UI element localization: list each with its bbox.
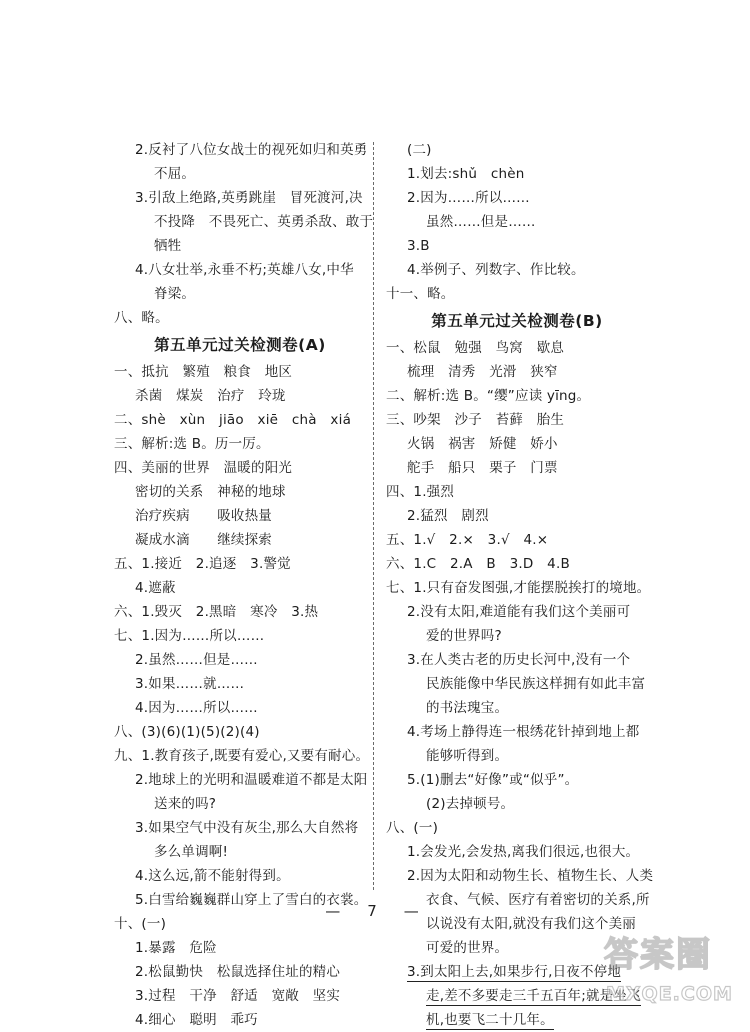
section-heading: 第五单元过关检测卷(A) [154, 336, 326, 354]
page-number: — 7 — [325, 902, 425, 920]
left-answer-line: 4.这么远,箭不能射得到。 [135, 868, 290, 884]
left-answer-line: 不屈。 [154, 166, 196, 182]
right-answer-line: 民族能像中华民族这样拥有如此丰富 [426, 676, 646, 692]
left-answer-line: 二、shè xùn jiāo xiē chà xiá [114, 412, 352, 428]
left-answer-line: 十、(一) [114, 916, 167, 932]
underlined-text: 机,也要飞二十几年。 [426, 1012, 554, 1028]
right-answer-line: 能够听得到。 [426, 748, 509, 764]
right-answer-line: 梳理 清秀 光滑 狭窄 [407, 364, 558, 380]
left-answer-line: 杀菌 煤炭 治疗 玲珑 [135, 388, 286, 404]
right-answer-line: 以说没有太阳,就没有我们这个美丽 [426, 916, 636, 932]
right-answer-line: 舵手 船只 栗子 门票 [407, 460, 558, 476]
right-answer-line: 3.在人类古老的历史长河中,没有一个 [407, 652, 631, 668]
left-answer-line: 4.八女壮举,永垂不朽;英雄八女,中华 [135, 262, 354, 278]
right-column [386, 138, 654, 1032]
left-answer-line: 八、略。 [114, 310, 169, 326]
underlined-text: 3.到太阳上去,如果步行,日夜不停地 [407, 964, 622, 980]
underlined-text: 走,差不多要走三千五百年;就是坐飞 [426, 988, 641, 1004]
left-answer-line: 1.暴露 危险 [135, 940, 217, 956]
watermark-top-text: 答案圈 [604, 935, 712, 975]
left-answer-line: 三、解析:选 B。历一厉。 [114, 436, 270, 452]
right-answer-line: 五、1.√ 2.× 3.√ 4.× [386, 532, 549, 548]
left-answer-line: 3.如果空气中没有灰尘,那么大自然将 [135, 820, 359, 836]
right-answer-line: 爱的世界吗? [426, 628, 502, 644]
right-answer-line: 2.猛烈 剧烈 [407, 508, 489, 524]
right-answer-line: 四、1.强烈 [386, 484, 455, 500]
left-answer-line: 3.引敌上绝路,英勇跳崖 冒死渡河,决 [135, 190, 363, 206]
left-answer-line: 治疗疾病 吸收热量 [135, 508, 272, 524]
left-answer-line: 六、1.毁灭 2.黑暗 寒冷 3.热 [114, 604, 319, 620]
right-answer-line: (2)去掉顿号。 [426, 796, 515, 812]
left-answer-line: 一、抵抗 繁殖 粮食 地区 [114, 364, 293, 380]
right-answer-line: 七、1.只有奋发图强,才能摆脱挨打的境地。 [386, 580, 651, 596]
right-answer-line: 3.B [407, 238, 430, 254]
left-answer-line: 八、(3)(6)(1)(5)(2)(4) [114, 724, 260, 740]
right-answer-line: 2.没有太阳,难道能有我们这个美丽可 [407, 604, 631, 620]
right-answer-line: 1.划去:shǔ chèn [407, 166, 525, 182]
left-answer-line: 凝成水滴 继续探索 [135, 532, 272, 548]
right-answer-line: 1.会发光,会发热,离我们很远,也很大。 [407, 844, 640, 860]
right-answer-line: 2.因为……所以…… [407, 190, 530, 206]
left-column [114, 138, 374, 1032]
left-answer-line: 送来的吗? [154, 796, 217, 812]
right-answer-line: 八、(一) [386, 820, 439, 836]
left-answer-line: 四、美丽的世界 温暖的阳光 [114, 460, 293, 476]
right-answer-line: 4.举例子、列数字、作比较。 [407, 262, 585, 278]
watermark-logo [604, 930, 742, 1010]
left-answer-line: 2.松鼠勤快 松鼠选择住址的精心 [135, 964, 341, 980]
left-answer-line: 2.地球上的光明和温暖难道不都是太阳 [135, 772, 368, 788]
right-answer-line: (二) [407, 142, 432, 158]
right-answer-line: 的书法瑰宝。 [426, 700, 509, 716]
left-answer-line: 4.遮蔽 [135, 580, 176, 596]
left-answer-line: 五、1.接近 2.追逐 3.警觉 [114, 556, 291, 572]
right-answer-line: 2.因为太阳和动物生长、植物生长、人类 [407, 868, 654, 884]
right-answer-line: 4.考场上静得连一根绣花针掉到地上都 [407, 724, 640, 740]
right-answer-line: 5.(1)删去“好像”或“似乎”。 [407, 772, 579, 788]
left-answer-line: 脊梁。 [154, 286, 196, 302]
section-heading: 第五单元过关检测卷(B) [431, 312, 603, 330]
right-answer-line: 衣食、气候、医疗有着密切的关系,所 [426, 892, 650, 908]
left-answer-line: 3.过程 干净 舒适 宽敞 坚实 [135, 988, 341, 1004]
left-answer-line: 5.白雪给巍巍群山穿上了雪白的衣裳。 [135, 892, 368, 908]
column-divider [373, 142, 374, 890]
left-answer-line: 密切的关系 神秘的地球 [135, 484, 286, 500]
left-answer-line: 牺牲 [154, 238, 182, 254]
right-answer-line [386, 1008, 648, 1032]
left-answer-line: 九、1.教育孩子,既要有爱心,又要有耐心。 [114, 748, 370, 764]
left-answer-line: 4.细心 聪明 乖巧 [135, 1012, 258, 1028]
right-answer-line: 虽然……但是…… [426, 214, 536, 230]
left-answer-line: 3.如果……就…… [135, 676, 245, 692]
right-answer-line: 火锅 祸害 矫健 娇小 [407, 436, 558, 452]
left-answer-line: 多么单调啊! [154, 844, 229, 860]
watermark-bottom-text: MXQE.COM [606, 983, 733, 1005]
left-answer-line: 2.反衬了八位女战士的视死如归和英勇 [135, 142, 368, 158]
right-answer-line: 可爱的世界。 [426, 940, 509, 956]
left-answer-line: 2.虽然……但是…… [135, 652, 258, 668]
left-answer-line: 不投降 不畏死亡、英勇杀敌、敢于 [154, 214, 374, 230]
right-answer-line: 三、吵架 沙子 苔藓 胎生 [386, 412, 565, 428]
right-answer-line: 二、解析:选 B。“缨”应读 yīng。 [386, 388, 591, 404]
left-answer-line: 4.因为……所以…… [135, 700, 258, 716]
right-answer-line: 十一、略。 [386, 286, 455, 302]
right-answer-line: 一、松鼠 勉强 鸟窝 歇息 [386, 340, 565, 356]
right-answer-line: 六、1.C 2.A B 3.D 4.B [386, 556, 570, 572]
left-answer-line: 七、1.因为……所以…… [114, 628, 265, 644]
